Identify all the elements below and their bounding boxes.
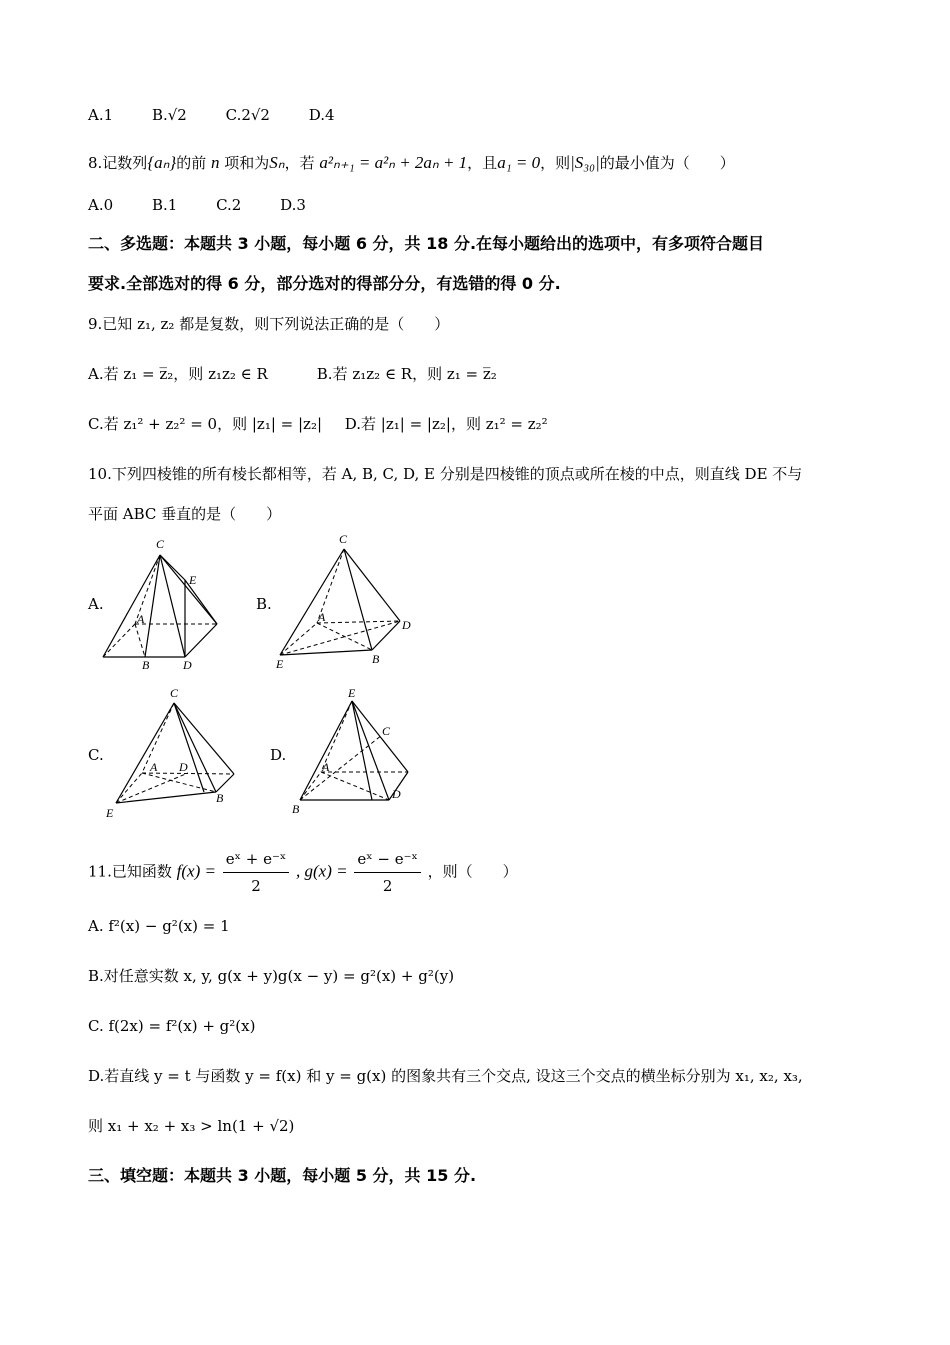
q8-sequence: {aₙ} [147,153,177,172]
q8-recurrence: a²ₙ₊₁ = a²ₙ + 2aₙ + 1 [319,153,468,172]
q8-text: ，且 [467,154,498,172]
vertex-b: B [216,791,224,805]
q8-text: ，则 [540,154,571,172]
q8-text: 的最小值为（ ） [599,154,735,172]
q8-text: 项和为 [224,154,270,172]
q7-options [88,104,369,126]
vertex-e: E [189,573,197,587]
q11-f-fraction [223,846,290,899]
q7-option-a: A.1 [88,106,114,124]
vertex-e: E [348,686,356,700]
q11-text: 11.已知函数 [88,862,172,881]
vertex-c: C [339,533,348,546]
q7-option-c: C.2√2 [225,106,270,124]
q11-g-denominator: 2 [382,877,393,895]
vertex-e: E [276,657,284,671]
vertex-b: B [372,652,380,666]
q11-g-fraction [354,846,421,899]
q7-option-b: B.√2 [151,106,187,124]
vertex-b: B [292,802,300,816]
q8-option-b: B.1 [151,196,178,214]
pyramid-figure-b [272,533,417,675]
section2-heading-line1: 二、多选题：本题共 3 小题，每小题 6 分，共 18 分.在每小题给出的选项中，有多项符合题目 [88,234,765,253]
q9-options-cd [88,413,548,435]
vertex-d: D [179,760,188,774]
q8-initial: a₁ = 0 [497,153,541,172]
vertex-d: D [392,787,401,801]
q8-stem [88,152,735,174]
q11-g-lhs: , g(x) = [296,861,348,881]
q8-text: 8.记数列 [88,154,148,172]
q11-text: ，则（ ） [427,862,518,881]
q8-option-a: A.0 [88,196,114,214]
q8-sn: Sₙ [269,153,285,172]
q9-options-ab [88,363,497,385]
q11-f-lhs: f(x) = [176,861,216,881]
q10-stem-line1: 10.下列四棱锥的所有棱长都相等，若 A, B, C, D, E 分别是四棱锥的顶点或所在棱的中点，则直线 DE 不与 [88,465,803,483]
vertex-a: A [318,610,326,624]
q8-target: |S₃₀| [570,153,600,172]
q11-f-numerator: eˣ + e⁻ˣ [223,846,290,873]
vertex-c: C [156,537,165,551]
q7-option-d: D.4 [308,106,335,124]
q9-option-a: A.若 z₁ = z̅₂，则 z₁z₂ ∈ R [88,365,268,383]
figure-label-a: A. [88,595,104,613]
q9-option-b: B.若 z₁z₂ ∈ R，则 z₁ = z̅₂ [316,365,497,383]
q8-option-c: C.2 [216,196,242,214]
q11-option-c: C. f(2x) = f²(x) + g²(x) [88,1017,256,1035]
vertex-c: C [170,686,179,700]
vertex-d: D [183,658,192,672]
q8-option-d: D.3 [280,196,306,214]
q8-text: 的前 [176,154,207,172]
vertex-c: C [382,724,391,738]
q11-f-denominator: 2 [251,877,261,895]
q11-option-d-line2: 则 x₁ + x₂ + x₃ > ln(1 + √2) [88,1117,295,1135]
vertex-e: E [106,806,114,820]
q9-stem: 9.已知 z₁, z₂ 都是复数，则下列说法正确的是（ ） [88,315,450,333]
q9-option-c: C.若 z₁² + z₂² = 0，则 |z₁| = |z₂| [88,415,323,433]
vertex-a: A [322,760,330,774]
pyramid-figure-c [102,685,237,823]
vertex-a: A [150,760,158,774]
q11-option-b: B.对任意实数 x, y, g(x + y)g(x − y) = g²(x) + g²(y) [88,967,455,985]
figure-label-b: B. [256,595,272,613]
figure-label-d: D. [270,746,287,764]
section2-heading-line2: 要求.全部选对的得 6 分，部分选对的得部分分，有选错的得 0 分. [88,274,561,293]
figure-label-c: C. [88,746,104,764]
q11-g-numerator: eˣ − e⁻ˣ [354,846,421,873]
q8-n: n [210,153,220,172]
q8-text: ，若 [284,154,315,172]
vertex-d: D [402,618,411,632]
q10-stem-line2: 平面 ABC 垂直的是（ ） [88,505,282,523]
vertex-b: B [142,658,150,672]
section3-heading: 三、填空题：本题共 3 小题，每小题 5 分，共 15 分. [88,1166,477,1185]
vertex-a: A [137,612,145,626]
q11-option-a: A. f²(x) − g²(x) = 1 [88,917,230,935]
q11-stem [88,846,518,899]
pyramid-figure-a [100,535,230,675]
q9-option-d: D.若 |z₁| = |z₂|，则 z₁² = z₂² [344,415,548,433]
q8-options [88,194,340,216]
q11-option-d-line1: D.若直线 y = t 与函数 y = f(x) 和 y = g(x) 的图象共有三个交点, 设这三个交点的横坐标分别为 x₁, x₂, x₃, [88,1067,803,1085]
pyramid-figure-d [286,683,416,818]
